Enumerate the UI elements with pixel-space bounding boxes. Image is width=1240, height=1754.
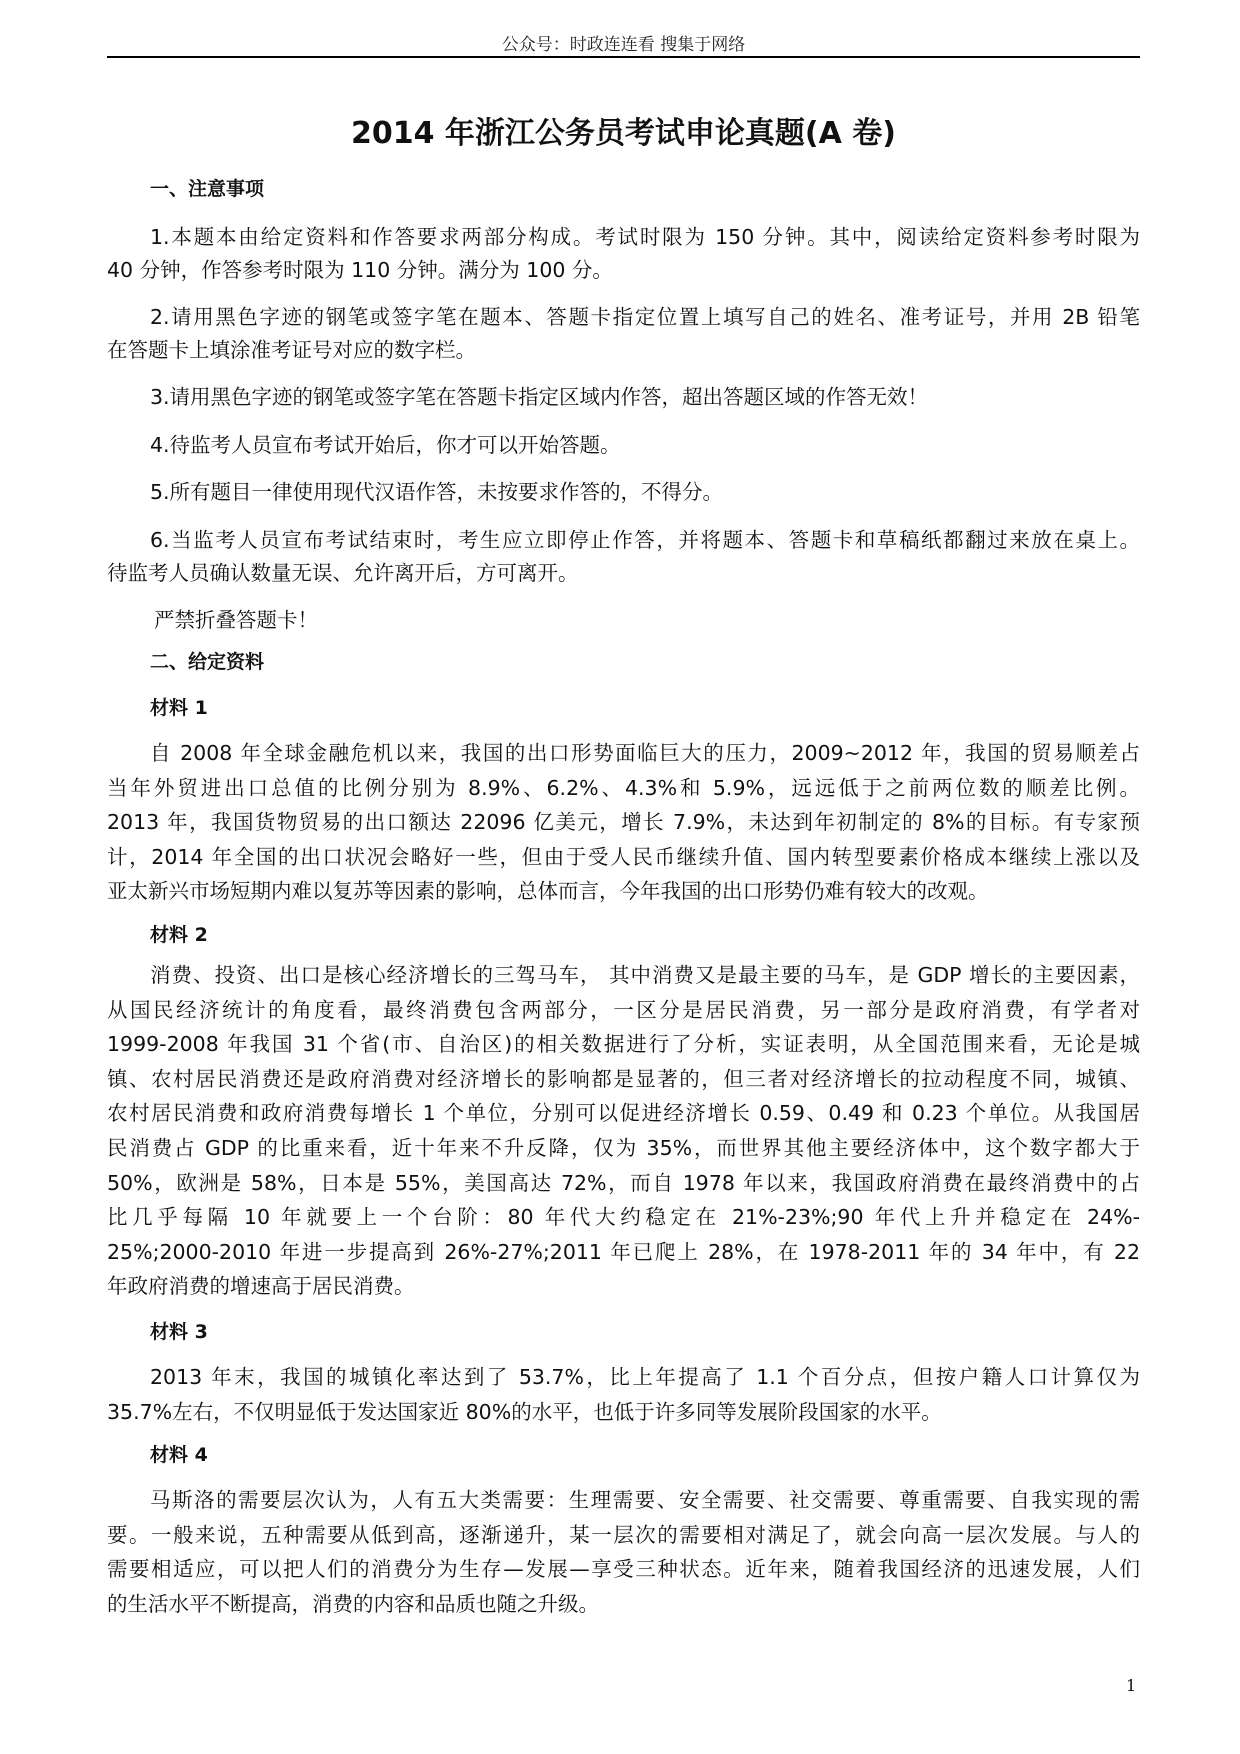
- paragraph-line: 自 2008 年全球金融危机以来，我国的出口形势面临巨大的压力，2009~2012 年，我国的贸易顺差占: [150, 741, 1140, 765]
- paragraph-line: 6.当监考人员宣布考试结束时，考生应立即停止作答，并将题本、答题卡和草稿纸都翻过来放在桌上。: [150, 528, 1140, 552]
- paragraph-line: 35.7%左右，不仅明显低于发达国家近 80%的水平，也低于许多同等发展阶段国家的水平。: [107, 1399, 942, 1424]
- paragraph-line: 镇、农村居民消费还是政府消费对经济增长的影响都是显著的，但三者对经济增长的拉动程度不同，城镇、: [107, 1066, 1140, 1091]
- paragraph-line: 1.本题本由给定资料和作答要求两部分构成。考试时限为 150 分钟。其中，阅读给定资料参考时限为: [150, 225, 1140, 249]
- paragraph-line: 需要相适应，可以把人们的消费分为生存—发展—享受三种状态。近年来，随着我国经济的迅速发展，人们: [107, 1557, 1140, 1582]
- paragraph-line: 5.所有题目一律使用现代汉语作答，未按要求作答的，不得分。: [150, 480, 724, 504]
- paragraph-line: 农村居民消费和政府消费每增长 1 个单位，分别可以促进经济增长 0.59、0.49 和 0.23 个单位。从我国居: [107, 1101, 1140, 1126]
- warning-text: 严禁折叠答题卡！: [154, 608, 318, 632]
- paragraph-line: 1999-2008 年我国 31 个省(市、自治区)的相关数据进行了分析，实证表明，从全国范围来看，无论是城: [107, 1032, 1140, 1057]
- section-heading: 二、给定资料: [150, 651, 265, 673]
- paragraph-line: 2013 年末，我国的城镇化率达到了 53.7%，比上年提高了 1.1 个百分点，但按户籍人口计算仅为: [150, 1365, 1140, 1389]
- material-label: 材料 4: [150, 1444, 208, 1466]
- paragraph-line: 待监考人员确认数量无误、允许离开后，方可离开。: [107, 561, 579, 585]
- paragraph-line: 比几乎每隔 10 年就要上一个台阶：80 年代大约稳定在 21%-23%;90 年代上升并稳定在 24%-: [107, 1205, 1140, 1230]
- material-label: 材料 1: [150, 697, 208, 719]
- paragraph-line: 民消费占 GDP 的比重来看，近十年来不升反降，仅为 35%，而世界其他主要经济体中，这个数字都大于: [107, 1136, 1140, 1160]
- document-title: 2014 年浙江公务员考试申论真题(A 卷): [350, 116, 897, 151]
- paragraph-line: 50%，欧洲是 58%，日本是 55%，美国高达 72%，而自 1978 年以来，我国政府消费在最终消费中的占: [107, 1170, 1140, 1195]
- paragraph-line: 要。一般来说，五种需要从低到高，逐渐递升，某一层次的需要相对满足了，就会向高一层次发展。与人的: [107, 1522, 1140, 1547]
- header-divider: [107, 56, 1140, 58]
- page-number: 1: [1126, 1676, 1137, 1695]
- paragraph-line: 年政府消费的增速高于居民消费。: [107, 1274, 415, 1299]
- paragraph-line: 马斯洛的需要层次认为，人有五大类需要：生理需要、安全需要、社交需要、尊重需要、自我实现的需: [150, 1488, 1140, 1512]
- paragraph-line: 当年外贸进出口总值的比例分别为 8.9%、6.2%、4.3%和 5.9%，远远低于之前两位数的顺差比例。: [107, 775, 1140, 800]
- section-heading: 一、注意事项: [150, 178, 265, 200]
- paragraph-line: 2.请用黑色字迹的钢笔或签字笔在题本、答题卡指定位置上填写自己的姓名、准考证号，并用 2B 铅笔: [150, 305, 1140, 329]
- paragraph-line: 在答题卡上填涂准考证号对应的数字栏。: [107, 338, 476, 362]
- page-header: 公众号：时政连连看 搜集于网络: [501, 35, 746, 55]
- paragraph-line: 25%;2000-2010 年进一步提高到 26%-27%;2011 年已爬上 28%，在 1978-2011 年的 34 年中，有 22: [107, 1239, 1140, 1264]
- paragraph-line: 亚太新兴市场短期内难以复苏等因素的影响，总体而言，今年我国的出口形势仍难有较大的改观。: [107, 879, 989, 904]
- material-label: 材料 2: [150, 924, 208, 946]
- paragraph-line: 消费、投资、出口是核心经济增长的三驾马车， 其中消费又是最主要的马车，是 GDP 增长的主要因素，: [150, 963, 1140, 987]
- paragraph-line: 2013 年，我国货物贸易的出口额达 22096 亿美元，增长 7.9%，未达到年初制定的 8%的目标。有专家预: [107, 810, 1140, 835]
- paragraph-line: 4.待监考人员宣布考试开始后，你才可以开始答题。: [150, 433, 621, 457]
- paragraph-line: 40 分钟，作答参考时限为 110 分钟。满分为 100 分。: [107, 258, 613, 282]
- material-label: 材料 3: [150, 1321, 208, 1343]
- paragraph-line: 3.请用黑色字迹的钢笔或签字笔在答题卡指定区域内作答，超出答题区域的作答无效！: [150, 385, 929, 409]
- paragraph-line: 的生活水平不断提高，消费的内容和品质也随之升级。: [107, 1591, 599, 1616]
- paragraph-line: 从国民经济统计的角度看，最终消费包含两部分，一区分是居民消费，另一部分是政府消费，有学者对: [107, 997, 1140, 1022]
- paragraph-line: 计，2014 年全国的出口状况会略好一些，但由于受人民币继续升值、国内转型要素价格成本继续上涨以及: [107, 844, 1140, 869]
